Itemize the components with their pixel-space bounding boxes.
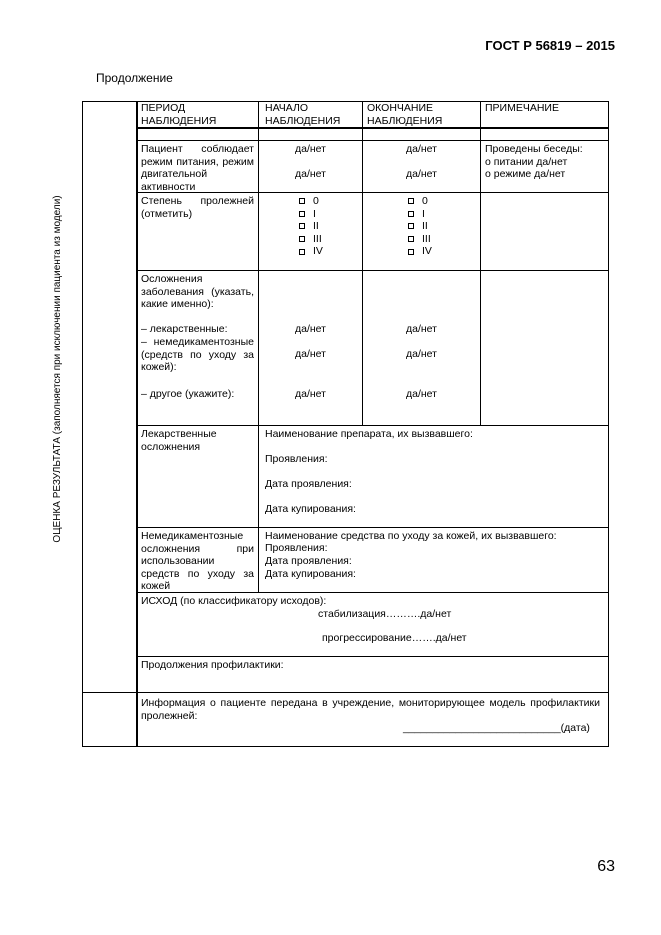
checkbox-icon [299, 236, 305, 242]
drug-line-3: Дата проявления: [265, 478, 352, 490]
regime-end-1: да/нет [406, 143, 437, 155]
checkbox-icon [408, 236, 414, 242]
checkbox-icon [299, 211, 305, 217]
table-divider [82, 692, 609, 693]
complications-nondrug: – немедикаментозные (средств по уходу за кожей): [141, 336, 254, 374]
regime-note-3: о режиме да/нет [485, 168, 566, 180]
complications-end-nondrug: да/нет [406, 348, 437, 360]
table-divider [480, 101, 481, 426]
checkbox-icon [408, 249, 414, 255]
stage-option[interactable]: 0 [299, 195, 323, 208]
table-divider [137, 127, 609, 129]
checkbox-icon [299, 249, 305, 255]
complications-label: Осложнения заболевания (указать, какие именно): [141, 273, 254, 311]
checkbox-icon [299, 198, 305, 204]
outcome-stabilization: стабилизация……….да/нет [318, 608, 452, 620]
sidebar-label: ОЦЕНКА РЕЗУЛЬТАТА (заполняется при исключении пациента из модели) [52, 195, 63, 543]
col-header-period: ПЕРИОД НАБЛЮДЕНИЯ [141, 102, 217, 127]
complications-other: – другое (укажите): [141, 388, 235, 400]
info-label: Информация о пациенте передана в учреждение, мониторирующее модель профилактики пролежней: [141, 697, 600, 722]
table-divider [137, 527, 609, 528]
regime-start-1: да/нет [295, 143, 326, 155]
table-divider [137, 270, 609, 271]
col-header-end: ОКОНЧАНИЕ НАБЛЮДЕНИЯ [367, 102, 443, 127]
drug-complications-label: Лекарственные осложнения [141, 428, 217, 453]
col-header-note: ПРИМЕЧАНИЕ [485, 102, 559, 114]
stage-option[interactable]: I [408, 208, 432, 221]
page-number: 63 [597, 858, 615, 875]
checkbox-icon [299, 223, 305, 229]
stage-start-options [299, 195, 323, 258]
complications-end-drug: да/нет [406, 323, 437, 335]
drug-line-4: Дата купирования: [265, 503, 356, 515]
stage-option[interactable]: III [408, 233, 432, 246]
table-divider [137, 140, 609, 141]
prophylaxis-label: Продолжения профилактики: [141, 659, 284, 671]
table-divider [137, 656, 609, 657]
col-header-start: НАЧАЛО НАБЛЮДЕНИЯ [265, 102, 341, 127]
stage-label: Степень пролежней (отметить) [141, 195, 254, 220]
drug-line-2: Проявления: [265, 453, 328, 465]
complications-end-other: да/нет [406, 388, 437, 400]
standard-header: ГОСТ Р 56819 – 2015 [485, 38, 615, 53]
table-divider [258, 426, 259, 592]
stage-option[interactable]: IV [408, 245, 432, 258]
drug-line-1: Наименование препарата, их вызвавшего: [265, 428, 473, 440]
continuation-label: Продолжение [96, 71, 173, 85]
regime-note-2: о питании да/нет [485, 156, 568, 168]
nondrug-line-3: Дата проявления: [265, 555, 352, 567]
complications-start-drug: да/нет [295, 323, 326, 335]
outcome-label: ИСХОД (по классификатору исходов): [141, 595, 327, 607]
regime-end-2: да/нет [406, 168, 437, 180]
stage-option[interactable]: 0 [408, 195, 432, 208]
regime-start-2: да/нет [295, 168, 326, 180]
stage-end-options [408, 195, 432, 258]
complications-drug: – лекарственные: [141, 323, 228, 335]
checkbox-icon [408, 198, 414, 204]
regime-note-1: Проведены беседы: [485, 143, 583, 155]
nondrug-complications-label: Немедикаментозные осложнения при использовании средств по уходу за кожей [141, 530, 254, 593]
stage-option[interactable]: I [299, 208, 323, 221]
stage-option[interactable]: II [299, 220, 323, 233]
complications-start-nondrug: да/нет [295, 348, 326, 360]
stage-option[interactable]: III [299, 233, 323, 246]
checkbox-icon [408, 223, 414, 229]
nondrug-line-4: Дата купирования: [265, 568, 356, 580]
table-divider [137, 101, 138, 747]
info-signature-line[interactable]: ___________________________(дата) [403, 722, 590, 734]
stage-option[interactable]: II [408, 220, 432, 233]
checkbox-icon [408, 211, 414, 217]
stage-option[interactable]: IV [299, 245, 323, 258]
outcome-progression: прогрессирование…….да/нет [322, 632, 467, 644]
regime-label: Пациент соблюдает режим питания, режим двигательной активности [141, 143, 254, 193]
nondrug-line-1: Наименование средства по уходу за кожей, их вызвавшего: [265, 530, 557, 542]
complications-start-other: да/нет [295, 388, 326, 400]
nondrug-line-2: Проявления: [265, 542, 328, 554]
table-divider [137, 425, 609, 426]
